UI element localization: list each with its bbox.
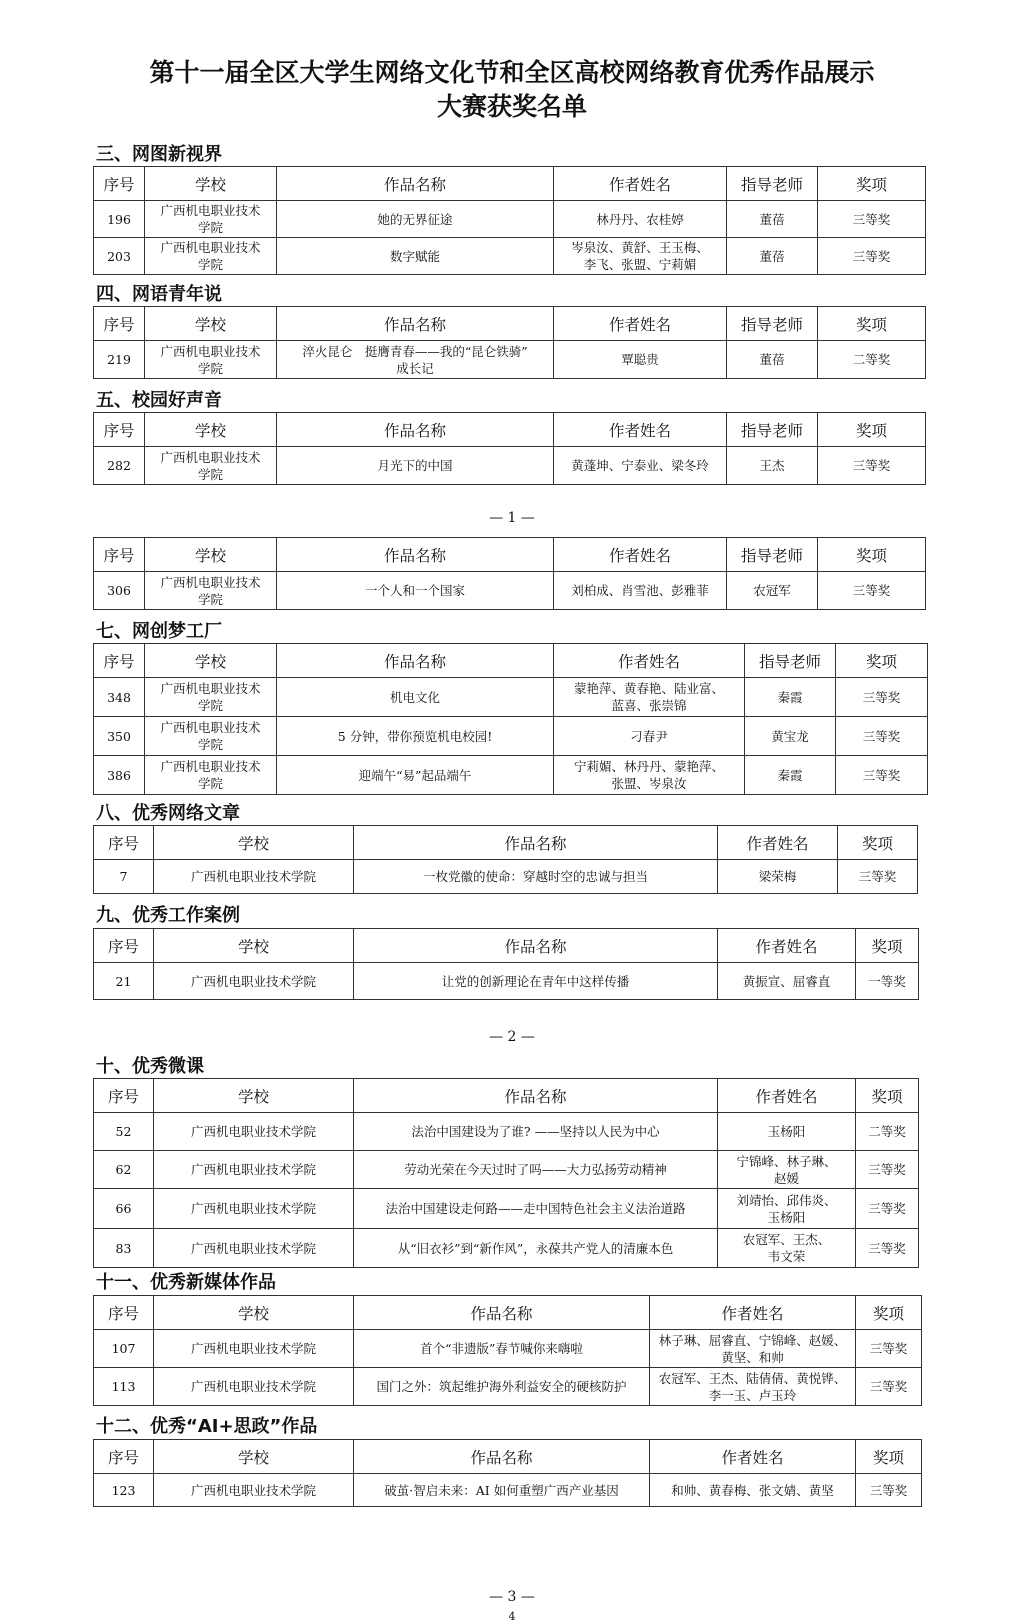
index-cell: 350 [94, 717, 145, 756]
school-cell: 广西机电职业技术学院 [154, 1229, 354, 1268]
column-header: 奖项 [818, 413, 926, 447]
table-row [94, 1368, 922, 1406]
advisor-cell: 董蓓 [727, 238, 818, 275]
table-header-row [94, 1440, 922, 1474]
award-cell: 三等奖 [856, 1368, 922, 1406]
award-table [93, 928, 919, 1000]
school-cell: 广西机电职业技术学院 [154, 1189, 354, 1229]
work-title-cell: 一枚党徽的使命：穿越时空的忠诚与担当 [354, 860, 718, 894]
award-cell: 一等奖 [856, 963, 919, 1000]
award-cell: 三等奖 [838, 860, 918, 894]
column-header: 作者姓名 [650, 1296, 856, 1330]
index-cell: 21 [94, 963, 154, 1000]
column-header: 指导老师 [727, 538, 818, 572]
award-cell: 三等奖 [836, 717, 928, 756]
school-cell: 广西机电职业技术学院 [154, 1368, 354, 1406]
award-cell: 三等奖 [856, 1189, 919, 1229]
column-header: 奖项 [818, 307, 926, 341]
table-row [94, 860, 918, 894]
school-cell: 广西机电职业技术学院 [154, 1151, 354, 1189]
school-cell: 广西机电职业技术 学院 [145, 447, 277, 485]
index-cell: 52 [94, 1113, 154, 1151]
award-cell: 三等奖 [836, 678, 928, 717]
authors-cell: 刘柏成、肖雪池、彭雅菲 [554, 572, 727, 610]
award-cell: 三等奖 [836, 756, 928, 795]
column-header: 学校 [145, 644, 277, 678]
work-title-cell: 数字赋能 [277, 238, 554, 275]
column-header: 学校 [145, 538, 277, 572]
column-header: 序号 [94, 644, 145, 678]
column-header: 奖项 [818, 538, 926, 572]
document-title-line2: 大赛获奖名单 [436, 92, 587, 121]
table-row [94, 1113, 919, 1151]
table-row [94, 963, 919, 1000]
document-title-line1: 第十一届全区大学生网络文化节和全区高校网络教育优秀作品展示 [149, 58, 875, 87]
column-header: 作品名称 [354, 1296, 650, 1330]
column-header: 奖项 [838, 826, 918, 860]
award-table [93, 643, 928, 795]
table-row [94, 447, 926, 485]
index-cell: 123 [94, 1474, 154, 1507]
authors-cell: 黄振宣、屈睿直 [718, 963, 856, 1000]
section-heading: 三、网图新视界 [96, 144, 222, 165]
school-cell: 广西机电职业技术 学院 [145, 201, 277, 238]
award-cell: 三等奖 [818, 447, 926, 485]
column-header: 作者姓名 [718, 929, 856, 963]
award-cell: 三等奖 [856, 1151, 919, 1189]
award-table [93, 412, 926, 485]
index-cell: 196 [94, 201, 145, 238]
authors-cell: 岑泉汝、黄舒、王玉梅、 李飞、张盟、宁莉媚 [554, 238, 727, 275]
page-number-3: — 3 — [489, 1589, 535, 1605]
index-cell: 386 [94, 756, 145, 795]
column-header: 序号 [94, 1440, 154, 1474]
advisor-cell: 王杰 [727, 447, 818, 485]
column-header: 奖项 [836, 644, 928, 678]
next-page-number-stub: 4 [508, 1610, 516, 1623]
column-header: 学校 [145, 167, 277, 201]
school-cell: 广西机电职业技术 学院 [145, 678, 277, 717]
column-header: 学校 [145, 413, 277, 447]
column-header: 序号 [94, 307, 145, 341]
index-cell: 83 [94, 1229, 154, 1268]
table-row [94, 1330, 922, 1368]
column-header: 奖项 [856, 1440, 922, 1474]
section-heading: 五、校园好声音 [96, 390, 222, 411]
document-title [0, 56, 1024, 124]
table-row [94, 341, 926, 379]
work-title-cell: 首个“非遗版”春节喊你来嗨啦 [354, 1330, 650, 1368]
award-cell: 二等奖 [818, 341, 926, 379]
index-cell: 219 [94, 341, 145, 379]
authors-cell: 玉杨阳 [718, 1113, 856, 1151]
authors-cell: 覃聪贵 [554, 341, 727, 379]
table-row [94, 1229, 919, 1268]
column-header: 奖项 [856, 1079, 919, 1113]
index-cell: 282 [94, 447, 145, 485]
column-header: 指导老师 [727, 167, 818, 201]
column-header: 作品名称 [277, 644, 554, 678]
award-table [93, 1295, 922, 1406]
work-title-cell: 法治中国建设走何路——走中国特色社会主义法治道路 [354, 1189, 718, 1229]
section-heading: 八、优秀网络文章 [96, 803, 240, 824]
award-cell: 三等奖 [818, 201, 926, 238]
work-title-cell: 一个人和一个国家 [277, 572, 554, 610]
award-table [93, 537, 926, 610]
section-heading: 四、网语青年说 [96, 284, 222, 305]
column-header: 指导老师 [727, 307, 818, 341]
index-cell: 66 [94, 1189, 154, 1229]
column-header: 作者姓名 [718, 1079, 856, 1113]
column-header: 作品名称 [354, 1440, 650, 1474]
column-header: 作品名称 [277, 167, 554, 201]
table-row [94, 238, 926, 275]
authors-cell: 农冠军、王杰、陆倩倩、黄悦铧、 李一玉、卢玉玲 [650, 1368, 856, 1406]
column-header: 序号 [94, 826, 154, 860]
section-heading: 七、网创梦工厂 [96, 621, 222, 642]
advisor-cell: 董蓓 [727, 201, 818, 238]
table-header-row [94, 826, 918, 860]
index-cell: 348 [94, 678, 145, 717]
column-header: 指导老师 [727, 413, 818, 447]
column-header: 作者姓名 [554, 644, 745, 678]
school-cell: 广西机电职业技术学院 [154, 1474, 354, 1507]
school-cell: 广西机电职业技术 学院 [145, 756, 277, 795]
column-header: 序号 [94, 929, 154, 963]
column-header: 学校 [154, 826, 354, 860]
column-header: 作品名称 [354, 1079, 718, 1113]
table-header-row [94, 307, 926, 341]
work-title-cell: 月光下的中国 [277, 447, 554, 485]
column-header: 作品名称 [277, 307, 554, 341]
column-header: 作者姓名 [554, 413, 727, 447]
award-cell: 三等奖 [818, 238, 926, 275]
award-table [93, 1439, 922, 1507]
work-title-cell: 让党的创新理论在青年中这样传播 [354, 963, 718, 1000]
column-header: 作品名称 [354, 929, 718, 963]
table-row [94, 1189, 919, 1229]
advisor-cell: 农冠军 [727, 572, 818, 610]
work-title-cell: 国门之外：筑起维护海外利益安全的硬核防护 [354, 1368, 650, 1406]
school-cell: 广西机电职业技术 学院 [145, 238, 277, 275]
column-header: 作者姓名 [554, 167, 727, 201]
work-title-cell: 她的无界征途 [277, 201, 554, 238]
authors-cell: 林子琳、屈睿直、宁锦峰、赵媛、 黄坚、和帅 [650, 1330, 856, 1368]
award-table [93, 825, 918, 894]
column-header: 作品名称 [354, 826, 718, 860]
award-cell: 三等奖 [818, 572, 926, 610]
work-title-cell: 破茧·智启未来：AI 如何重塑广西产业基因 [354, 1474, 650, 1507]
index-cell: 306 [94, 572, 145, 610]
table-row [94, 717, 928, 756]
authors-cell: 黄蓬坤、宁泰业、梁冬玲 [554, 447, 727, 485]
section-heading: 十二、优秀“AI+思政”作品 [96, 1416, 318, 1437]
school-cell: 广西机电职业技术 学院 [145, 341, 277, 379]
advisor-cell: 黄宝龙 [745, 717, 836, 756]
column-header: 序号 [94, 538, 145, 572]
authors-cell: 刘靖怡、邱伟炎、 玉杨阳 [718, 1189, 856, 1229]
table-row [94, 1474, 922, 1507]
index-cell: 7 [94, 860, 154, 894]
index-cell: 107 [94, 1330, 154, 1368]
table-row [94, 678, 928, 717]
authors-cell: 和帅、黄春梅、张文婧、黄坚 [650, 1474, 856, 1507]
school-cell: 广西机电职业技术学院 [154, 1113, 354, 1151]
column-header: 作者姓名 [650, 1440, 856, 1474]
advisor-cell: 秦霞 [745, 678, 836, 717]
index-cell: 113 [94, 1368, 154, 1406]
column-header: 序号 [94, 1296, 154, 1330]
section-heading: 十一、优秀新媒体作品 [96, 1272, 276, 1293]
column-header: 序号 [94, 167, 145, 201]
page-number-2: — 2 — [489, 1029, 535, 1045]
authors-cell: 蒙艳萍、黄春艳、陆业富、 蓝喜、张崇锦 [554, 678, 745, 717]
advisor-cell: 秦霞 [745, 756, 836, 795]
column-header: 学校 [154, 1296, 354, 1330]
school-cell: 广西机电职业技术学院 [154, 1330, 354, 1368]
school-cell: 广西机电职业技术学院 [154, 963, 354, 1000]
advisor-cell: 董蓓 [727, 341, 818, 379]
index-cell: 62 [94, 1151, 154, 1189]
column-header: 学校 [145, 307, 277, 341]
index-cell: 203 [94, 238, 145, 275]
column-header: 奖项 [856, 929, 919, 963]
table-row [94, 572, 926, 610]
column-header: 作者姓名 [554, 538, 727, 572]
column-header: 序号 [94, 413, 145, 447]
award-table [93, 306, 926, 379]
award-table [93, 166, 926, 275]
authors-cell: 林丹丹、农桂婷 [554, 201, 727, 238]
school-cell: 广西机电职业技术 学院 [145, 572, 277, 610]
section-heading: 九、优秀工作案例 [96, 905, 240, 926]
column-header: 学校 [154, 1079, 354, 1113]
table-header-row [94, 1079, 919, 1113]
section-heading: 十、优秀微课 [96, 1056, 204, 1077]
page-number-1: — 1 — [489, 510, 535, 526]
column-header: 作品名称 [277, 413, 554, 447]
table-row [94, 756, 928, 795]
column-header: 作者姓名 [554, 307, 727, 341]
award-cell: 三等奖 [856, 1229, 919, 1268]
table-header-row [94, 929, 919, 963]
award-table [93, 1078, 919, 1268]
authors-cell: 宁锦峰、林子琳、 赵媛 [718, 1151, 856, 1189]
table-header-row [94, 644, 928, 678]
work-title-cell: 劳动光荣在今天过时了吗——大力弘扬劳动精神 [354, 1151, 718, 1189]
school-cell: 广西机电职业技术学院 [154, 860, 354, 894]
authors-cell: 梁荣梅 [718, 860, 838, 894]
work-title-cell: 5 分钟，带你预览机电校园! [277, 717, 554, 756]
column-header: 学校 [154, 929, 354, 963]
authors-cell: 刁春尹 [554, 717, 745, 756]
column-header: 奖项 [818, 167, 926, 201]
work-title-cell: 迎端午“易”起品端午 [277, 756, 554, 795]
table-row [94, 201, 926, 238]
table-header-row [94, 538, 926, 572]
authors-cell: 宁莉媚、林丹丹、蒙艳萍、 张盟、岑泉汝 [554, 756, 745, 795]
column-header: 序号 [94, 1079, 154, 1113]
work-title-cell: 从“旧衣衫”到“新作风”，永葆共产党人的清廉本色 [354, 1229, 718, 1268]
award-cell: 三等奖 [856, 1474, 922, 1507]
table-header-row [94, 413, 926, 447]
award-cell: 三等奖 [856, 1330, 922, 1368]
table-row [94, 1151, 919, 1189]
column-header: 作者姓名 [718, 826, 838, 860]
table-header-row [94, 1296, 922, 1330]
column-header: 学校 [154, 1440, 354, 1474]
column-header: 指导老师 [745, 644, 836, 678]
award-cell: 二等奖 [856, 1113, 919, 1151]
school-cell: 广西机电职业技术 学院 [145, 717, 277, 756]
table-header-row [94, 167, 926, 201]
column-header: 作品名称 [277, 538, 554, 572]
column-header: 奖项 [856, 1296, 922, 1330]
work-title-cell: 机电文化 [277, 678, 554, 717]
authors-cell: 农冠军、王杰、 韦文荣 [718, 1229, 856, 1268]
work-title-cell: 法治中国建设为了谁? ——坚持以人民为中心 [354, 1113, 718, 1151]
work-title-cell: 淬火昆仑 挺膺青春——我的“昆仑铁骑” 成长记 [277, 341, 554, 379]
